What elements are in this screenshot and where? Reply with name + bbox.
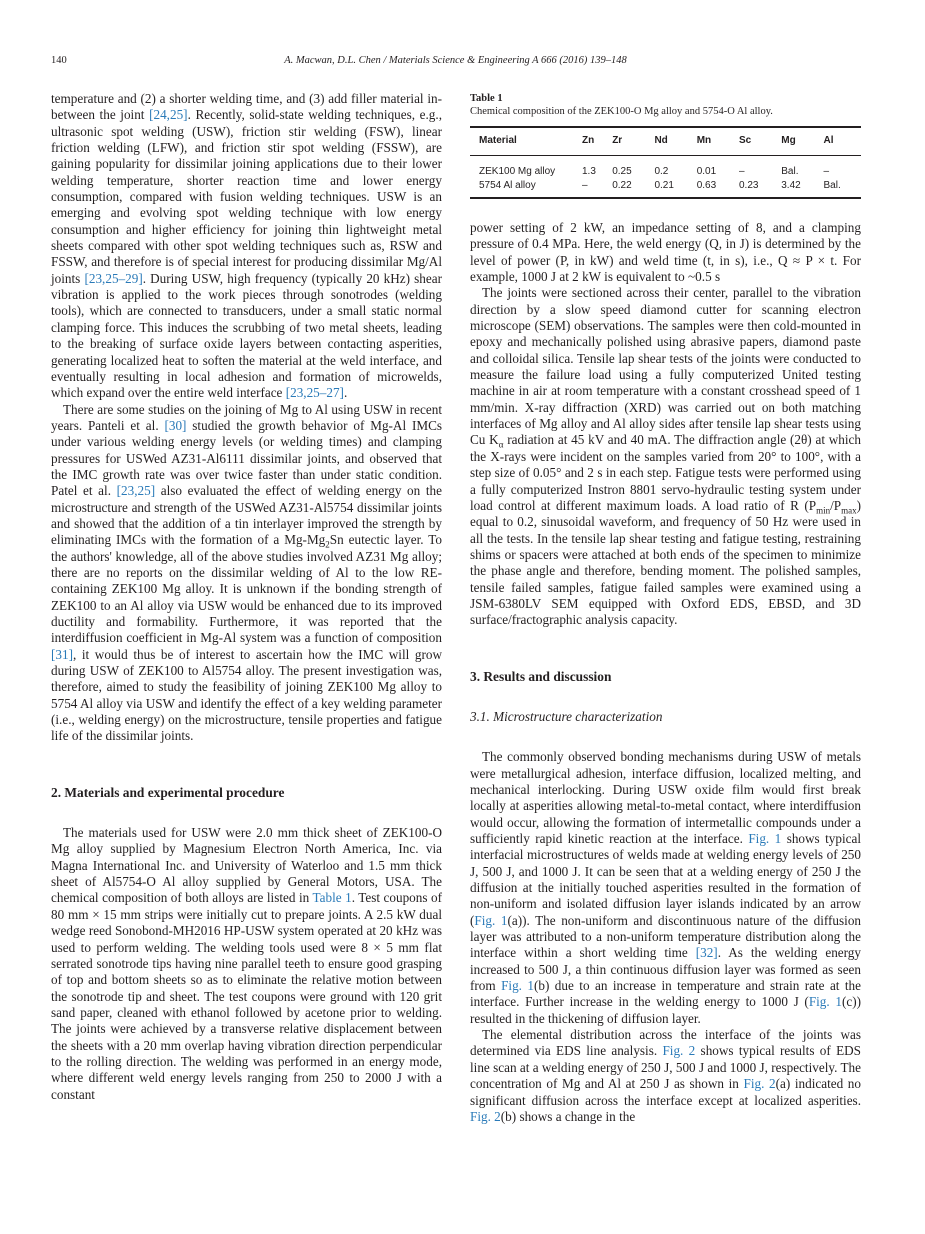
- figure-link[interactable]: Fig. 2: [743, 1076, 776, 1092]
- section-heading: 2. Materials and experimental procedure: [51, 784, 285, 800]
- paragraph: The materials used for USW were 2.0 mm thick sheet of ZEK100-O Mg alloy supplied by Magnesium Electron North America, Inc. via Magna International Inc. and University of Waterloo and 1.5 mm thick sheet of Al5754-O Al alloy supplied by General Motors, USA. The chemical composition of both alloys are listed in Table 1. Test coupons of 80 mm × 15 mm strips were initially cut to prepare joints. A 2.5 kW dual wedge reed Sonobond-MH2016 HP-USW system operated at 20 kHz was used to perform welding. The welding tools used were 8 × 5 mm flat serrated sonotrode tips having nine parallel teeth to ensure good grasping of top and bottom sheets so as to eliminate the relative motion between the sonotrode tip and sheet. The test coupons were ground with 120 grit sand paper, cleaned with ethanol followed by acetone prior to welding. The joints were achieved by a transverse relative displacement between the sheets with a 20 mm overlap having vibration direction perpendicular to the rolling direction. The welding was performed in an energy mode, where different weld energy levels ranging from 250 to 2000 J with a constant: [51, 825, 442, 1102]
- section-heading: 3. Results and discussion: [470, 668, 612, 684]
- citation-link[interactable]: [23,25–27]: [285, 385, 344, 401]
- figure-link[interactable]: Fig. 2: [470, 1108, 501, 1124]
- table-header-cell: Material: [479, 135, 517, 146]
- table-caption: Chemical composition of the ZEK100-O Mg alloy and 5754-O Al alloy.: [470, 106, 773, 117]
- citation-link[interactable]: [31]: [51, 646, 73, 662]
- figure-link[interactable]: Fig. 1: [474, 912, 508, 928]
- table-cell: 0.21: [654, 179, 674, 191]
- table-1: [470, 92, 861, 199]
- table-link[interactable]: Table 1: [312, 890, 352, 906]
- table-header-cell: Sc: [738, 135, 752, 146]
- citation-link[interactable]: [23,25–29]: [84, 270, 143, 286]
- citation-link[interactable]: [24,25]: [149, 107, 188, 123]
- subsection-heading: 3.1. Microstructure characterization: [470, 708, 663, 724]
- citation-link[interactable]: [30]: [164, 417, 187, 433]
- table-cell: 0.01: [696, 166, 717, 177]
- table-cell: ZEK100 Mg alloy: [479, 166, 556, 177]
- citation-link[interactable]: [23,25]: [116, 483, 156, 499]
- composition-table: [470, 126, 861, 199]
- paragraph: power setting of 2 kW, an impedance setting of 8, and a clamping pressure of 0.4 MPa. Here, the weld energy (Q, in J) is determined by the level of power (P, in kW) and weld time (t, in s), i.e., Q ≈ P × t. For example, 1000 J at 2 kW is equivalent to ~0.5 s: [470, 220, 861, 285]
- figure-link[interactable]: Fig. 2: [662, 1043, 696, 1059]
- table-row: [470, 179, 861, 199]
- table-cell: Bal.: [823, 179, 841, 191]
- table-cell: –: [823, 166, 830, 177]
- page-number: 140: [51, 55, 67, 66]
- table-header-cell: Zr: [612, 135, 623, 146]
- table-row: [470, 156, 861, 179]
- paragraph: temperature and (2) a shorter welding time, and (3) add filler material in-between the joint [24,25]. Recently, solid-state welding techniques, e.g., ultrasonic spot welding (USW), friction stir welding (FSW), linear friction welding (LFW), and friction stir spot welding (FSSW), are gaining popularity for dissimilar joining applications due to their lower welding temperature, shorter reaction time and lower energy consumption, compared with fusion welding techniques. USW is an emerging and evolving spot welding technique with low energy consumption and higher efficiency for joining thin lightweight metal sheets compared with other spot welding techniques such as, RSW and FSSW, and therefore is of special interest for producing dissimilar Mg/Al joints [23,25–29]. During USW, high frequency (typically 20 kHz) shear vibration is applied to the work pieces through sonotrodes (welding tools), which are connected to transducers, under a small static normal clamping force. This induces the scrubbing of two metal sheets, leading to the breaking of surface oxide layers between contacting asperities, generating localized heat to soften the material at the weld interface, and eventually resulting in local adhesion and formation of microwelds, which expand over the entire weld interface [23,25–27].: [51, 91, 443, 401]
- paragraph: The elemental distribution across the interface of the joints was determined via EDS line analysis. Fig. 2 shows typical results of EDS line scan at a welding energy of 250 J, 500 J and 1000 J, respectively. The concentration of Mg and Al at 250 J as shown in Fig. 2(a) indicated no significant diffusion across the interface except at localized asperities. Fig. 2(b) shows a change in the: [470, 1027, 861, 1124]
- table-header-cell: Nd: [654, 135, 668, 146]
- left-column: [51, 91, 442, 1103]
- table-label: Table 1: [470, 93, 503, 104]
- paragraph: The joints were sectioned across their center, parallel to the vibration direction by a slow speed diamond cutter for scanning electron microscope (SEM) observations. The samples were then cold-mounted in epoxy and mechanically polished using abrasive papers, diamond paste and colloidal silica. Tensile lap shear tests of the joints were conducted to measure the failure load using a fully computerized United testing machine in air at room temperature with a constant crosshead speed of 1 mm/min. X-ray diffraction (XRD) was carried out on both matching interfaces of Mg alloy and Al alloy sides after tensile lap shear tests using Cu $K_\alpha$ radiation at 45 kV and 40 mA. The diffraction angle (2θ) at which the X-rays were incident on the samples varied from 20° to 100°, with a step size of 0.05° and 2 s in each step. Fatigue tests were performed using a fully computerized Instron 8801 servo-hydraulic testing system under load control at different maximum loads. A load ratio of R $(P_{min}/P_{max})$ equal to 0.2, sinusoidal waveform, and frequency of 50 Hz were used in all the tests. In the tensile lap shear testing and fatigue testing, restraining shims or spacers were attached at both ends of the specimen to minimize the phase angle and therefore, bending moment. The polished samples, tensile failed samples, fatigue failed samples were examined using a JSM-6380LV SEM equipped with Oxford EDS, EBSD, and 3D surface/fractographic analysis capacity.: [470, 285, 862, 628]
- paragraph: The commonly observed bonding mechanisms during USW of metals were metallurgical adhesion, interface diffusion, localized melting, and mechanical interlocking. During USW oxide film would first break locally at asperities allowing metal-to-metal contact, where interdiffusion would occur, allowing the formation of intermetallic compounds under a sufficiently rapid kinetic reaction at the interface. Fig. 1 shows typical interfacial microstructures of welds made at welding energy levels of 250 J, 500 J, and 1000 J. It can be seen that at a welding energy of 250 J the diffusion at the initially touched asperities resulted in the formation of non-uniform and isolated diffusion layer islands indicated by an arrow (Fig. 1(a)). The non-uniform and discontinuous nature of the diffusion layer was attributed to a non-uniform temperature distribution along the interface within a short welding time [32]. As the welding energy increased to 500 J, a thin continuous diffusion layer was formed as seen from Fig. 1(b) due to an increase in temperature and strain rate at the interface. Further increase in the welding energy to 1000 J (Fig. 1(c)) resulted in the thickening of diffusion layer.: [470, 749, 862, 1026]
- table-cell: Bal.: [781, 166, 799, 177]
- figure-link[interactable]: Fig. 1: [501, 978, 534, 994]
- table-cell: 0.22: [612, 179, 632, 191]
- table-cell: –: [582, 179, 588, 191]
- citation-link[interactable]: [32]: [695, 945, 718, 961]
- running-title: A. Macwan, D.L. Chen / Materials Science & Engineering A 666 (2016) 139–148: [284, 55, 627, 66]
- table-header-row: [470, 127, 861, 156]
- table-cell: 0.23: [738, 179, 759, 191]
- figure-link[interactable]: Fig. 1: [808, 994, 842, 1010]
- paragraph: There are some studies on the joining of Mg to Al using USW in recent years. Panteli et al. [30] studied the growth behavior of Mg-Al IMCs under various welding energy levels (or welding times) and clamping pressures for USWed AZ31-Al6111 dissimilar joints, and observed that the IMC growth rate was over twice faster than under static condition. Patel et al. [23,25] also evaluated the effect of welding energy on the microstructure and strength of the USWed AZ31-Al5754 dissimilar joints and showed that the addition of a tin interlayer improved the strength by eliminating IMCs with the formation of a $Mg-Mg_2Sn$ eutectic layer. To the authors' knowledge, all of the above studies involved AZ31 Mg alloy; there are no reports on the dissimilar welding of Al to the low RE-containing ZEK100 Mg alloy. It is unknown if the bonding strength of ZEK100 to an Al alloy via USW would be enhanced due to its improved ductility and formability. Furthermore, it was reported that the interdiffusion coefficient in Mg-Al system was a function of composition [31], it would thus be of interest to ascertain how the IMC will grow during USW of ZEK100 to Al5754 alloy. The present investigation was, therefore, aimed to study the feasibility of joining ZEK100 Mg alloy to 5754 Al alloy via USW and identify the effect of a key welding parameter (i.e., welding energy) on the microstructure, tensile properties and fatigue life of the dissimilar joints.: [51, 401, 443, 744]
- table-cell: 0.63: [696, 179, 717, 191]
- page-header: [51, 55, 860, 71]
- table-cell: 3.42: [781, 179, 801, 191]
- table-header-cell: Al: [823, 135, 834, 146]
- table-cell: 0.2: [654, 166, 669, 177]
- table-cell: –: [738, 166, 745, 177]
- table-header-cell: Mn: [696, 135, 712, 146]
- table-header-cell: Zn: [582, 135, 595, 146]
- right-column: [470, 220, 861, 1125]
- table-cell: 1.3: [582, 166, 596, 177]
- table-cell: 0.25: [612, 166, 632, 177]
- table-header-cell: Mg: [781, 135, 796, 146]
- figure-link[interactable]: Fig. 1: [748, 831, 782, 846]
- table-cell: 5754 Al alloy: [479, 179, 536, 191]
